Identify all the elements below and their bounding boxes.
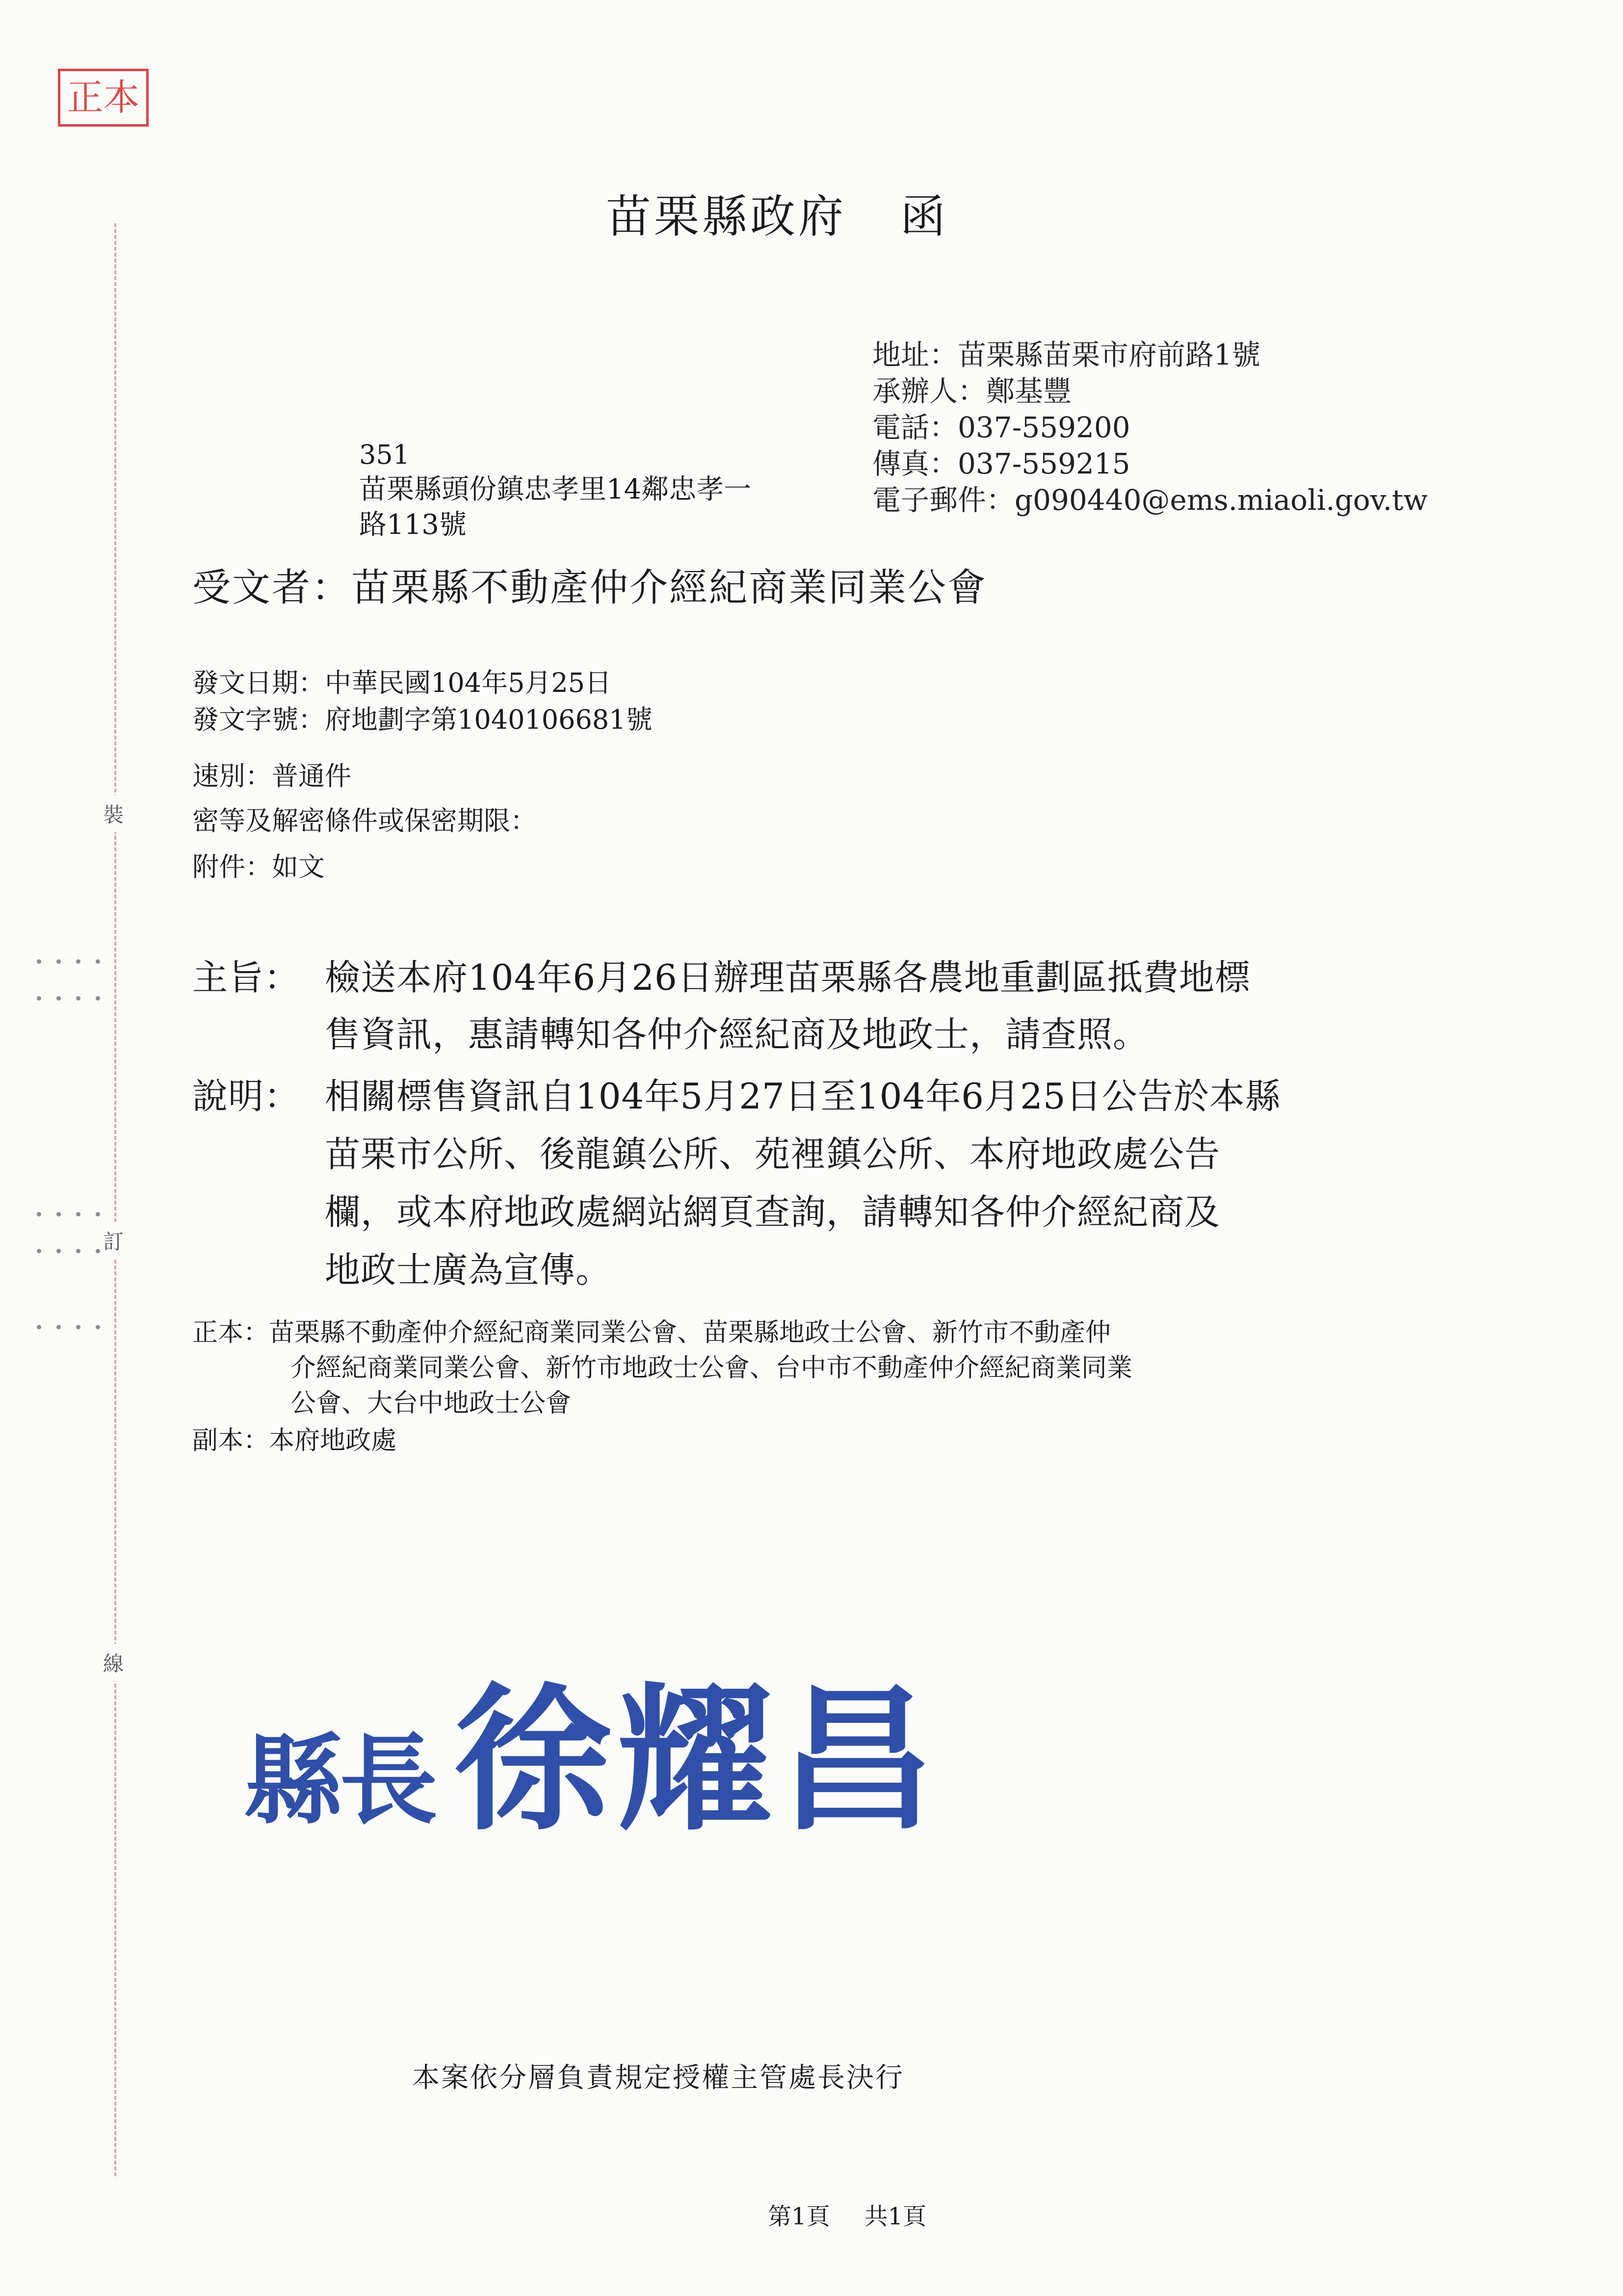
recipient-address: [359, 472, 751, 543]
recipient-zip: 351: [359, 439, 410, 470]
recipient-address-line1: 苗栗縣頭份鎮忠孝里14鄰忠孝一: [359, 474, 752, 505]
reference-number: 發文字號：府地劃字第1040106681號: [192, 704, 653, 735]
original-recipients-line-3: 公會、大台中地政士公會: [290, 1389, 572, 1418]
contact-phone: 電話：037-559200: [872, 411, 1130, 444]
issue-date: 發文日期：中華民國104年5月25日: [192, 667, 612, 698]
contact-fax: 傳真：037-559215: [872, 447, 1130, 480]
explanation-line-1: 說明： 相關標售資訊自104年5月27日至104年6月25日公告於本縣: [192, 1066, 1281, 1127]
recipient: 受文者：苗栗縣不動產仲介經紀商業同業公會: [192, 566, 988, 610]
title-doc-type: 函: [900, 190, 949, 243]
contact-email: 電子郵件：g090440@ems.miaoli.gov.tw: [872, 483, 1428, 517]
contact-address: 地址：苗栗縣苗栗市府前路1號: [872, 338, 1260, 371]
secrecy-level: 密等及解密條件或保密期限：: [192, 805, 537, 836]
original-recipients-line-2: 介經紀商業同業公會、新竹市地政士公會、台中市不動產仲介經紀商業同業: [290, 1353, 1133, 1383]
binding-char-top: 裝: [103, 795, 124, 832]
page-number: [768, 2197, 926, 2231]
copy-recipients: 副本：本府地政處: [192, 1426, 397, 1455]
speed-category: 速別：普通件: [192, 761, 351, 792]
page-current: 第1頁: [768, 2203, 830, 2230]
binding-line: [114, 223, 116, 2176]
explanation-line-4: 地政士廣為宣傳。: [325, 1249, 612, 1291]
subject-line-2: 售資訊，惠請轉知各仲介經紀商及地政士，請查照。: [325, 1014, 1149, 1055]
original-copy-stamp: 正本: [58, 69, 149, 127]
signature-title: 縣長: [244, 1724, 435, 1838]
signature-stamp: [244, 1634, 940, 1860]
explanation-label: 說明：: [192, 1076, 300, 1117]
document-title: [606, 181, 948, 245]
page-total: 共1頁: [864, 2203, 927, 2230]
copy-recipients-label: 副本：: [192, 1426, 269, 1455]
title-org: 苗栗縣政府: [606, 190, 847, 243]
binding-char-mid: 訂: [103, 1222, 124, 1259]
original-recipients-label: 正本：: [192, 1318, 269, 1347]
binding-char-bottom: 線: [103, 1644, 124, 1681]
attachment: 附件：如文: [192, 851, 325, 882]
subject-line-1: 主旨： 檢送本府104年6月26日辦理苗栗縣各農地重劃區抵費地標: [192, 947, 1251, 1008]
subject-label: 主旨：: [192, 957, 300, 998]
recipient-address-line2: 路113號: [359, 509, 467, 541]
original-recipients-line-1: 正本：苗栗縣不動產仲介經紀商業同業公會、苗栗縣地政士公會、新竹市不動產仲: [192, 1318, 1111, 1347]
contact-officer: 承辦人：鄭基豐: [872, 374, 1072, 408]
explanation-line-3: 欄，或本府地政處網站網頁查詢，請轉知各仲介經紀商及: [325, 1191, 1221, 1233]
explanation-line-2: 苗栗市公所、後龍鎮公所、苑裡鎮公所、本府地政處公告: [325, 1134, 1221, 1175]
signature-name: 徐耀昌: [454, 1669, 941, 1852]
authority-note: 本案依分層負責規定授權主管處長決行: [412, 2062, 904, 2094]
